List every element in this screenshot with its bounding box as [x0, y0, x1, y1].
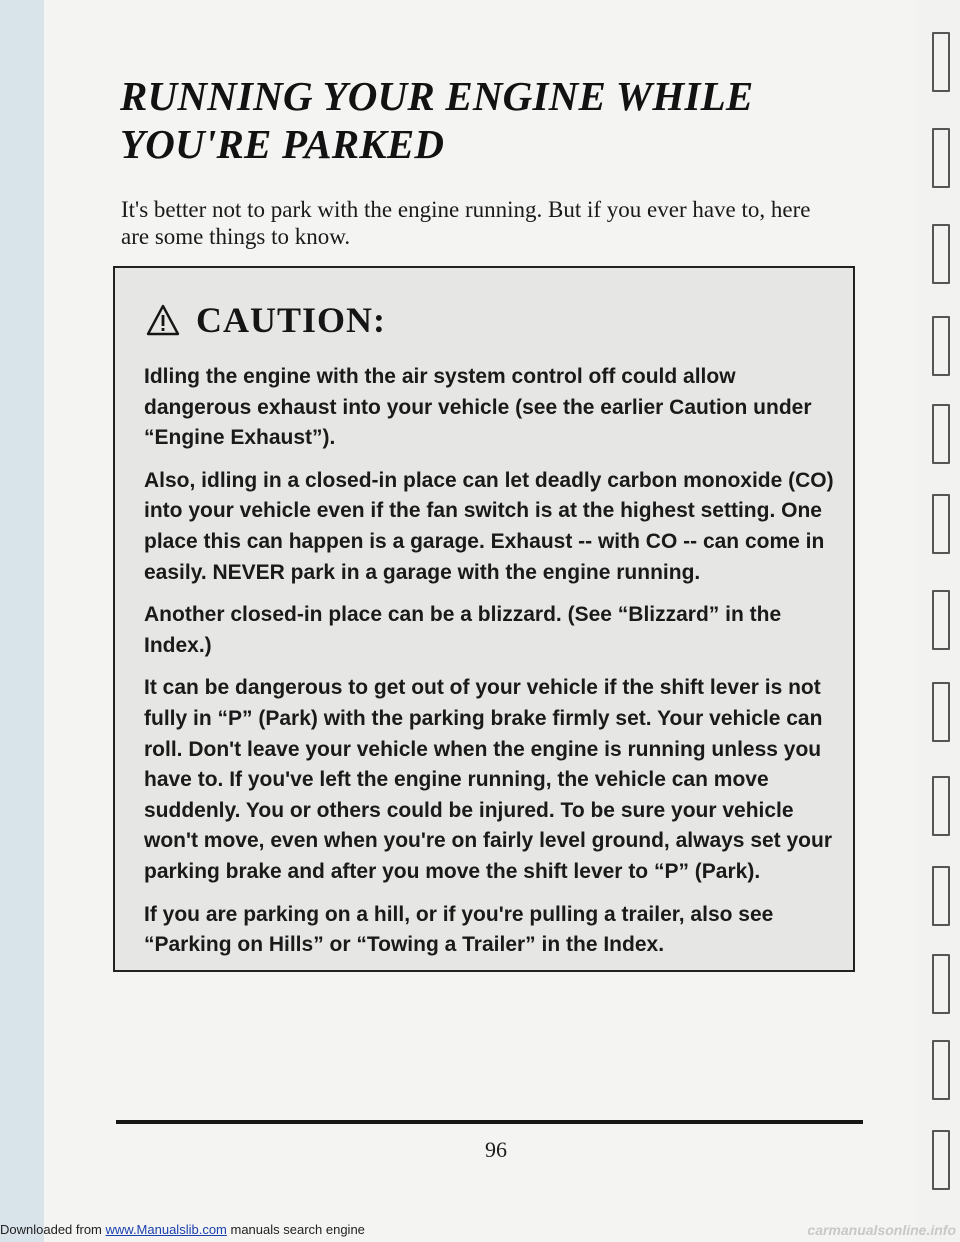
binder-tab: [932, 682, 950, 742]
caution-label: CAUTION:: [196, 300, 387, 340]
caution-paragraph-shift-lever: It can be dangerous to get out of your vehicle if the shift lever is not fully in “P” (Park) with the parking brake firmly set. Your vehicle can roll. Don't leave your vehicle when the engine is running unless you have to. If you've left the engine running, the vehicle can move suddenly. You or others could be injured. To be sure your vehicle won't move, even when you're on fairly level ground, always set your parking brake and after you move the shift lever to “P” (Park).: [144, 676, 833, 883]
caution-paragraph-blizzard: Another closed-in place can be a blizzard. (See “Blizzard” in the Index.): [144, 603, 782, 657]
binder-tab: [932, 494, 950, 554]
download-suffix: manuals search engine: [226, 1222, 365, 1237]
caution-header: [146, 298, 386, 342]
binder-tab: [932, 776, 950, 836]
caution-paragraph-hills-trailer: If you are parking on a hill, or if you're pulling a trailer, also see “Parking on Hills” or “Towing a Trailer” in the Index.: [144, 902, 774, 957]
binder-tab: [932, 1130, 950, 1190]
binder-tab: [932, 954, 950, 1014]
binder-tab: [932, 224, 950, 284]
caution-paragraph-air-system: Idling the engine with the air system control off could allow dangerous exhaust into your vehicle (see the earlier Caution under “Engine Exhaust”).: [144, 365, 812, 450]
binder-tab: [932, 1040, 950, 1100]
caution-paragraph-carbon-monoxide: Also, idling in a closed-in place can let deadly carbon monoxide (CO) into your vehicle even if the fan switch is at the highest setting. One place this can happen is a garage. Exhaust -- with CO -- can come in easily. NEVER park in a garage with the engine running.: [144, 468, 834, 584]
binder-tab: [932, 590, 950, 650]
caution-box: [113, 266, 855, 972]
page-number: 96: [485, 1137, 507, 1162]
footer-rule: [116, 1120, 863, 1124]
binder-tab: [932, 404, 950, 464]
binder-tab: [932, 32, 950, 92]
manualslib-link[interactable]: www.Manualslib.com: [105, 1222, 227, 1237]
binder-tab: [932, 128, 950, 188]
watermark: carmanualsonline.info: [807, 1222, 956, 1238]
binder-tabs: [924, 0, 960, 1242]
left-margin-strip: [0, 0, 44, 1242]
page-title: RUNNING YOUR ENGINE WHILE YOU'RE PARKED: [120, 73, 754, 167]
warning-triangle-icon: [146, 304, 180, 336]
download-prefix: Downloaded from: [0, 1222, 106, 1237]
binder-tab: [932, 316, 950, 376]
download-footer: [0, 1222, 365, 1237]
caution-body: [144, 362, 834, 973]
binder-tab: [932, 866, 950, 926]
intro-paragraph: It's better not to park with the engine running. But if you ever have to, here are some things to know.: [121, 197, 811, 249]
